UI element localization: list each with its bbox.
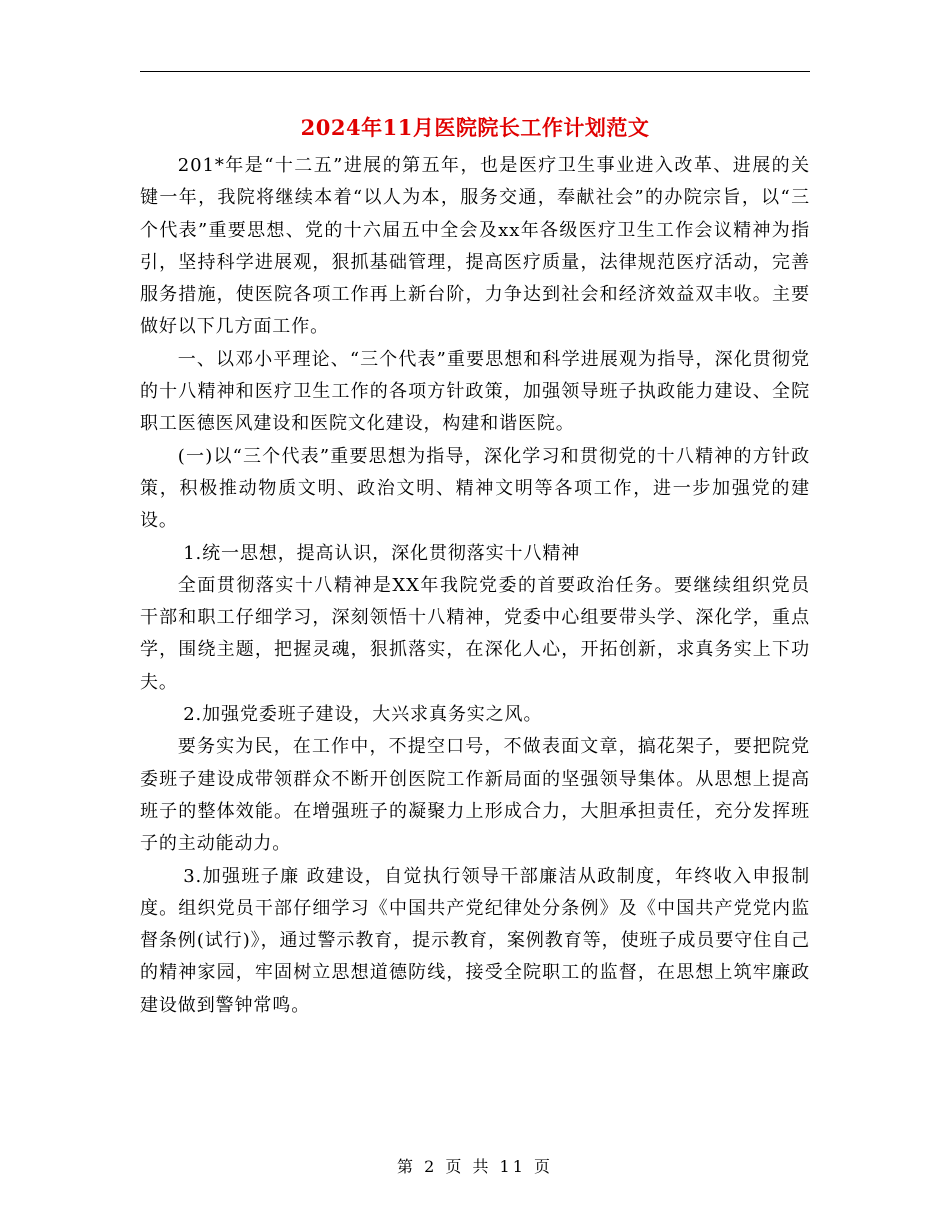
paragraph-subsection-one: (一)以“三个代表”重要思想为指导，深化学习和贯彻党的十八精神的方针政策，积极推动物质文明、政治文明、精神文明等各项工作，进一步加强党的建设。 [140, 445, 810, 532]
paragraph-intro: 201*年是“十二五”进展的第五年，也是医疗卫生事业进入改革、进展的关键一年，我院将继续本着“以人为本，服务交通，奉献社会”的办院宗旨，以“三个代表”重要思想、党的十六届五中全会及xx年各级医疗卫生工作会议精神为指引，坚持科学进展观，狠抓基础管理，提高医疗质量，法律规范医疗活动，完善服务措施，使医院各项工作再上新台阶，力争达到社会和经济效益双丰收。主要做好以下几方面工作。 [140, 155, 810, 338]
paragraph-item-3: 3.加强班子廉 政建设，自觉执行领导干部廉洁从政制度，年终收入申报制度。组织党员干部仔细学习《中国共产党纪律处分条例》及《中国共产党党内监督条例(试行)》，通过警示教育，提示教育，案例教育等，使班子成员要守住自己的精神家园，牢固树立思想道德防线，接受全院职工的监督，在思想上筑牢廉政建设做到警钟常鸣。 [140, 865, 810, 1016]
paragraph-item-2-body: 要务实为民，在工作中，不提空口号，不做表面文章，搞花架子，要把院党委班子建设成带领群众不断开创医院工作新局面的坚强领导集体。从思想上提高班子的整体效能。在增强班子的凝聚力上形成合力，大胆承担责任，充分发挥班子的主动能动力。 [140, 736, 810, 855]
paragraph-section-one: 一、以邓小平理论、“三个代表”重要思想和科学进展观为指导，深化贯彻党的十八精神和医疗卫生工作的各项方针政策，加强领导班子执政能力建设、全院职工医德医风建设和医院文化建设，构建和谐医院。 [140, 348, 810, 435]
document-body [140, 150, 810, 1022]
paragraph-item-2-heading: 2.加强党委班子建设，大兴求真务实之风。 [183, 704, 543, 726]
paragraph-item-1-heading: 1.统一思想，提高认识，深化贯彻落实十八精神 [183, 542, 581, 564]
page-number: 第 2 页 共 11 页 [397, 1157, 553, 1176]
header-rule [140, 71, 810, 72]
document-title: 2024年11月医院院长工作计划范文 [300, 115, 650, 140]
paragraph-item-1-body: 全面贯彻落实十八精神是XX年我院党委的首要政治任务。要继续组织党员干部和职工仔细学习，深刻领悟十八精神，党委中心组要带头学、深化学，重点学，围绕主题，把握灵魂，狠抓落实，在深化人心，开拓创新，求真务实上下功夫。 [140, 574, 810, 693]
